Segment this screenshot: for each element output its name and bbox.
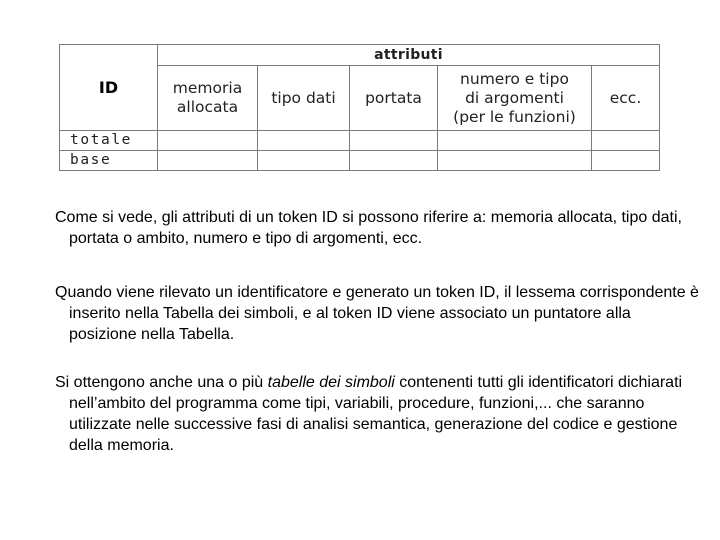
symbol-table [59, 44, 660, 171]
table-cell [258, 131, 350, 151]
id-column-header: ID [60, 45, 158, 131]
column-header-ecc: ecc. [592, 66, 660, 131]
table-row [60, 151, 660, 171]
table-cell [438, 151, 592, 171]
paragraph-attributes: Come si vede, gli attributi di un token ID si possono riferire a: memoria allocata, tipo dati, portata o ambito, numero e tipo di argomenti, ecc. [55, 209, 682, 247]
column-header-portata: portata [350, 66, 438, 131]
table-cell [158, 151, 258, 171]
table-cell [158, 131, 258, 151]
table-cell [350, 151, 438, 171]
column-header-argomenti: numero e tipo di argomenti (per le funzioni) [438, 66, 592, 131]
paragraph-symbol-tables: Si ottengono anche una o più tabelle dei simboli contenenti tutti gli identificatori dichiarati nell’ambito del programma come tipi, variabili, procedure, funzioni,... che saranno utilizzate nelle successive fasi di analisi semantica, generazione del codice e gestione della memoria. [55, 374, 683, 454]
column-header-tipo-dati: tipo dati [258, 66, 350, 131]
row-lexeme: totale [60, 131, 158, 151]
table-cell [438, 131, 592, 151]
paragraph-token-id: Quando viene rilevato un identificatore e generato un token ID, il lessema corrispondente è inserito nella Tabella dei simboli, e al token ID viene associato un puntatore alla posizione nella Tabella. [55, 284, 699, 343]
row-lexeme: base [60, 151, 158, 171]
emphasis-symbol-tables: tabelle dei simboli [267, 374, 395, 391]
table-cell [592, 131, 660, 151]
attributes-header: attributi [158, 45, 660, 66]
table-row [60, 131, 660, 151]
table-cell [592, 151, 660, 171]
column-header-memoria: memoria allocata [158, 66, 258, 131]
table-cell [258, 151, 350, 171]
attributes-header-row [60, 45, 660, 66]
table-cell [350, 131, 438, 151]
